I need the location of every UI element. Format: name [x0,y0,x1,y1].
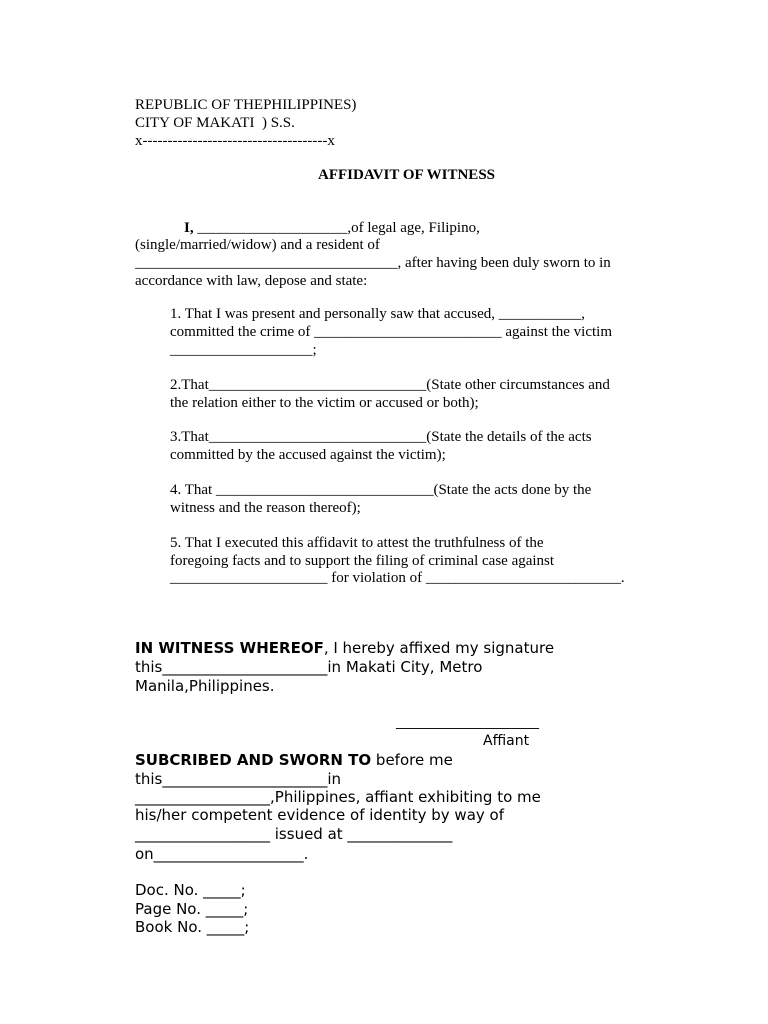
item-1-line-2: committed the crime of _________________________ against the victim [170,324,613,340]
book-number: Book No. _____; [135,918,250,936]
jurat-line-4: his/her competent evidence of identity by way of [135,806,504,824]
header-divider: x-------------------------------------x [135,133,335,149]
header-republic: REPUBLIC OF THEPHILIPPINES) [135,97,357,113]
item-1-line-3: ___________________; [170,342,317,358]
jurat-line-1-rest: before me [371,751,453,769]
item-1-line-1: 1. That I was present and personally saw that accused, ___________, [170,306,586,322]
item-4-line-2: witness and the reason thereof); [170,500,361,516]
intro-line-3: ___________________________________, after having been duly sworn to in [135,255,611,271]
document-title-text: AFFIDAVIT OF WITNESS [318,167,495,183]
signature-label-affiant: Affiant [483,733,530,749]
item-3-line-1: 3.That_____________________________(State the details of the acts [170,429,592,445]
intro-line-4: accordance with law, depose and state: [135,273,368,289]
item-5-line-1: 5. That I executed this affidavit to attest the truthfulness of the [170,535,544,551]
item-2-line-2: the relation either to the victim or accused or both); [170,395,479,411]
item-2-line-1: 2.That_____________________________(State other circumstances and [170,377,610,393]
jurat-bold: SUBCRIBED AND SWORN TO [135,751,372,769]
witness-line-2: this______________________in Makati City, Metro [135,658,483,676]
doc-number: Doc. No. _____; [135,881,246,899]
jurat-line-6: on____________________. [135,845,309,863]
signature-line: ______________________ [396,715,539,730]
witness-line-1 [135,639,554,658]
witness-bold: IN WITNESS WHEREOF [135,639,324,657]
jurat-line-1 [135,751,453,770]
item-5-line-2: foregoing facts and to support the filing of criminal case against [170,553,555,569]
jurat-line-3: __________________,Philippines, affiant exhibiting to me [135,788,541,806]
witness-line-3: Manila,Philippines. [135,677,275,695]
document-title [0,166,768,184]
intro-line-1-rest: ____________________,of legal age, Filipino, [193,220,480,236]
item-4-line-1: 4. That _____________________________(State the acts done by the [170,482,592,498]
item-5-line-3: _____________________ for violation of __________________________. [170,570,625,586]
intro-line-2: (single/married/widow) and a resident of [135,237,380,253]
jurat-line-2: this______________________in [135,770,342,788]
page-number: Page No. _____; [135,900,249,918]
intro-line-1 [184,219,480,237]
intro-bold-prefix: I, [184,220,194,236]
jurat-line-5: __________________ issued at ______________ [135,825,453,843]
item-3-line-2: committed by the accused against the victim); [170,447,446,463]
header-city: CITY OF MAKATI ) S.S. [135,115,295,131]
witness-line-1-rest: , I hereby affixed my signature [323,639,555,657]
